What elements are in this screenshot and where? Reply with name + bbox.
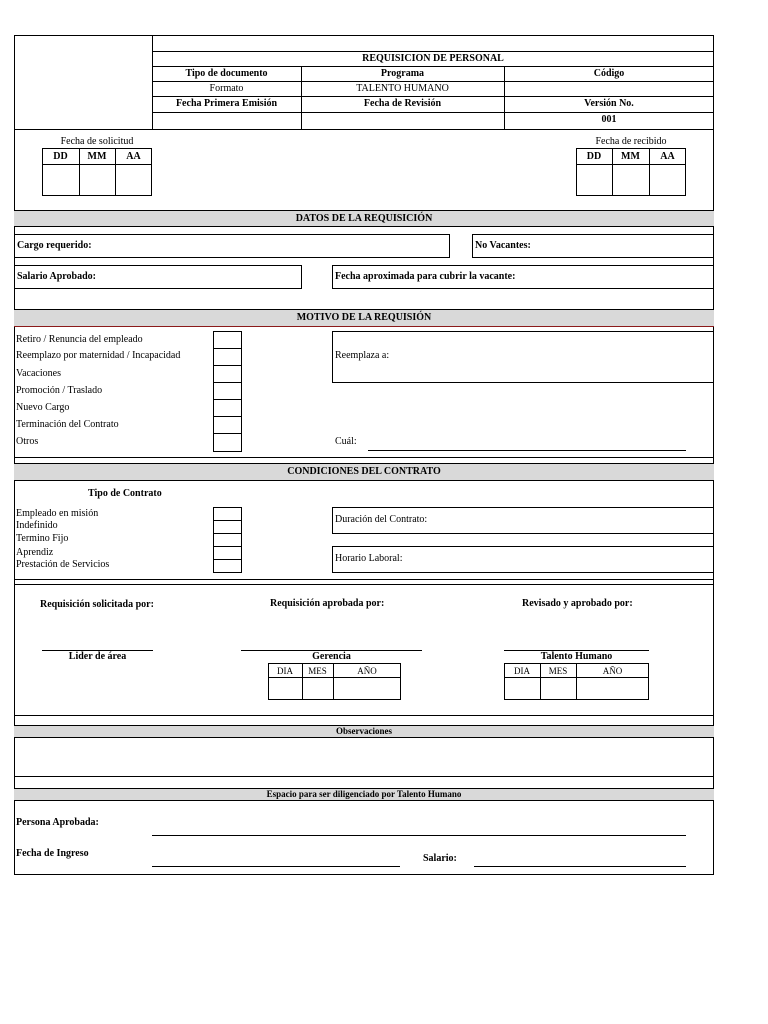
mes-label: MES — [548, 666, 568, 676]
fecha-ingreso-line[interactable] — [152, 866, 400, 867]
section-divider — [14, 776, 714, 777]
fecha-solicitud-label: Fecha de solicitud — [60, 136, 134, 147]
contrato-checkbox[interactable] — [213, 507, 242, 521]
version-value: 001 — [601, 114, 617, 125]
form-title: REQUISICION DE PERSONAL — [362, 53, 504, 64]
solicitud-dd-input[interactable] — [43, 165, 78, 195]
fecha-recibido-label: Fecha de recibido — [595, 136, 667, 147]
fecha-emision-label: Fecha Primera Emisión — [175, 98, 278, 109]
vacantes-label: No Vacantes: — [475, 240, 531, 251]
motivo-option: Retiro / Renuncia del empleado — [16, 334, 143, 345]
solicitud-mm-input[interactable] — [80, 165, 114, 195]
logo-divider — [152, 35, 153, 129]
cual-label: Cuál: — [335, 436, 357, 447]
fecha-vacante-label: Fecha aproximada para cubrir la vacante: — [335, 271, 516, 282]
motivo-option: Otros — [16, 436, 39, 447]
contrato-option: Aprendiz — [16, 547, 54, 558]
header-line — [152, 96, 714, 97]
recibido-dd-input[interactable] — [577, 165, 611, 195]
contrato-checkbox[interactable] — [213, 559, 242, 573]
header-bottom-line — [14, 129, 714, 130]
observaciones-field[interactable] — [15, 738, 713, 776]
salario-th-line[interactable] — [474, 866, 686, 867]
anio-label: AÑO — [357, 666, 377, 676]
mes-label: MES — [308, 666, 327, 676]
header-line — [152, 81, 714, 82]
talento-label: Talento Humano — [540, 651, 613, 662]
header-line — [152, 66, 714, 67]
solicitada-label: Requisición solicitada por: — [40, 599, 154, 610]
recibido-mm-input[interactable] — [613, 165, 648, 195]
lider-label: Lider de área — [68, 651, 127, 662]
observaciones-heading: Observaciones — [14, 725, 714, 738]
mm-label: MM — [87, 151, 107, 162]
motivo-checkbox[interactable] — [213, 399, 242, 417]
tipo-contrato-label: Tipo de Contrato — [88, 488, 162, 499]
section-divider — [14, 584, 714, 585]
revisado-label: Revisado y aprobado por: — [522, 598, 633, 609]
contrato-option: Empleado en misión — [16, 508, 99, 519]
persona-aprobada-line[interactable] — [152, 835, 686, 836]
gerencia-label: Gerencia — [312, 651, 351, 662]
section-divider — [14, 457, 714, 458]
codigo-label: Código — [593, 68, 625, 79]
dia-label: DIA — [514, 666, 530, 676]
section-divider — [14, 715, 714, 716]
condiciones-section-heading: CONDICIONES DEL CONTRATO — [14, 463, 714, 481]
contrato-option: Prestación de Servicios — [16, 559, 110, 570]
salario-label: Salario Aprobado: — [17, 271, 96, 282]
motivo-checkbox[interactable] — [213, 365, 242, 383]
cual-line[interactable] — [368, 450, 686, 451]
header-line — [152, 112, 714, 113]
aprobada-label: Requisición aprobada por: — [270, 598, 385, 609]
solicitud-aa-input[interactable] — [116, 165, 151, 195]
salario-th-label: Salario: — [423, 853, 457, 864]
motivo-option: Nuevo Cargo — [16, 402, 70, 413]
tipo-documento-value: Formato — [209, 83, 244, 94]
horario-label: Horario Laboral: — [335, 553, 403, 564]
dia-label: DIA — [277, 666, 293, 676]
motivo-checkbox[interactable] — [213, 416, 242, 434]
fecha-ingreso-label: Fecha de Ingreso — [16, 848, 89, 859]
section-divider — [14, 579, 714, 580]
header-line — [152, 51, 714, 52]
datos-section-heading: DATOS DE LA REQUISICIÓN — [14, 210, 714, 227]
fecha-revision-label: Fecha de Revisión — [363, 98, 442, 109]
duracion-label: Duración del Contrato: — [335, 514, 428, 525]
motivo-option: Terminación del Contrato — [16, 419, 119, 430]
motivo-checkbox[interactable] — [213, 433, 242, 452]
mm-label: MM — [621, 151, 640, 162]
motivo-option: Promoción / Traslado — [16, 385, 103, 396]
cargo-label: Cargo requerido: — [17, 240, 92, 251]
reemplaza-label: Reemplaza a: — [335, 350, 390, 361]
version-label: Versión No. — [584, 98, 634, 109]
motivo-option: Vacaciones — [16, 368, 61, 379]
motivo-checkbox[interactable] — [213, 331, 242, 349]
programa-label: Programa — [380, 68, 425, 79]
contrato-checkbox[interactable] — [213, 546, 242, 560]
contrato-option: Indefinido — [16, 520, 58, 531]
contrato-checkbox[interactable] — [213, 533, 242, 547]
grid-line — [268, 677, 401, 678]
dd-label: DD — [586, 151, 602, 162]
dd-label: DD — [53, 151, 68, 162]
motivo-checkbox[interactable] — [213, 382, 242, 400]
motivo-checkbox[interactable] — [213, 348, 242, 366]
reemplaza-field[interactable] — [332, 331, 714, 383]
recibido-aa-input[interactable] — [650, 165, 685, 195]
persona-aprobada-label: Persona Aprobada: — [16, 817, 99, 828]
motivo-option: Reemplazo por maternidad / Incapacidad — [16, 350, 181, 361]
anio-label: AÑO — [602, 666, 623, 676]
talento-section-heading: Espacio para ser diligenciado por Talento Humano — [14, 788, 714, 801]
contrato-checkbox[interactable] — [213, 520, 242, 534]
aa-label: AA — [660, 151, 675, 162]
programa-value: TALENTO HUMANO — [356, 83, 449, 94]
motivo-section-heading: MOTIVO DE LA REQUISIÓN — [14, 309, 714, 327]
tipo-documento-label: Tipo de documento — [185, 68, 268, 79]
aa-label: AA — [126, 151, 141, 162]
contrato-option: Termino Fijo — [16, 533, 69, 544]
